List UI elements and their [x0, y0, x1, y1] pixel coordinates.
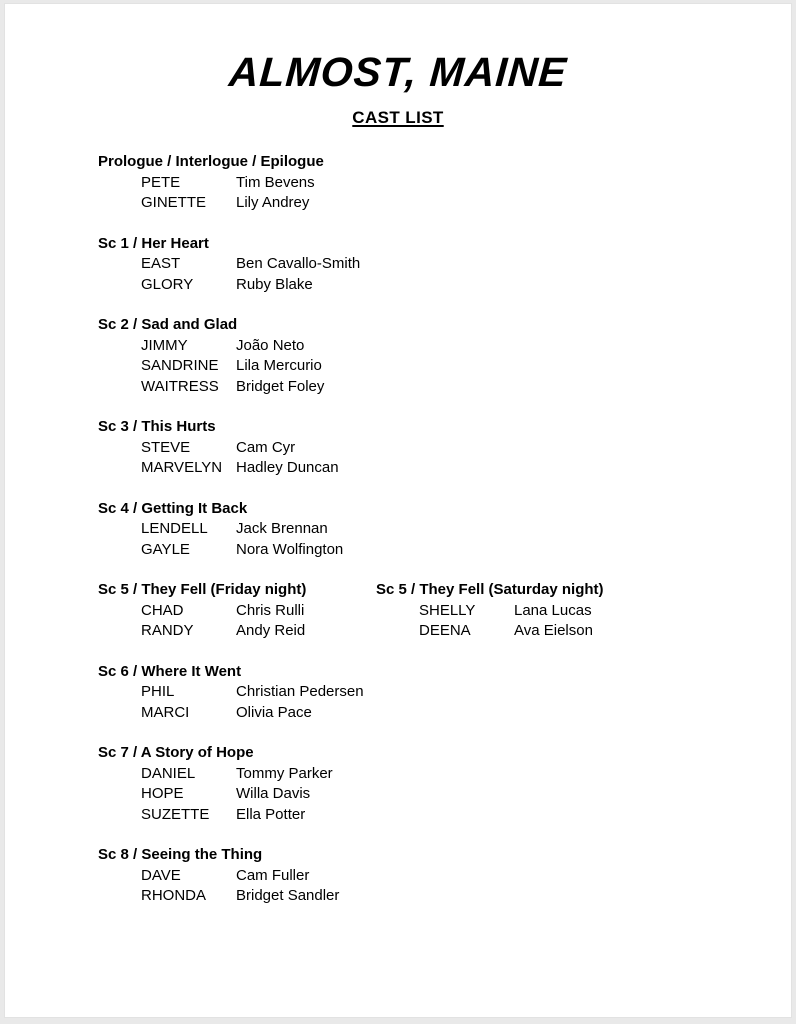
- section-heading: Sc 7 / A Story of Hope: [98, 744, 254, 762]
- cast-row: [98, 886, 791, 907]
- actor-name: Ben Cavallo-Smith: [236, 255, 361, 273]
- actor-name: Cam Fuller: [236, 866, 310, 884]
- section: [98, 315, 791, 397]
- role-name: GLORY: [141, 275, 194, 293]
- cast-row: [98, 784, 791, 805]
- actor-name: Christian Pedersen: [236, 683, 364, 701]
- cast-row: [376, 601, 604, 622]
- cast-row: [98, 458, 791, 479]
- role-name: HOPE: [141, 785, 184, 803]
- actor-name: Lily Andrey: [236, 194, 310, 212]
- cast-row: [98, 356, 791, 377]
- role-name: CHAD: [141, 601, 184, 619]
- section: [98, 845, 791, 907]
- section: [98, 580, 376, 642]
- actor-name: Ruby Blake: [236, 275, 313, 293]
- section: [98, 152, 791, 214]
- cast-row: [98, 866, 791, 887]
- cast-row: [98, 254, 791, 275]
- section-heading: Sc 5 / They Fell (Friday night): [98, 581, 307, 599]
- actor-name: Ella Potter: [236, 805, 306, 823]
- cast-row: [98, 438, 791, 459]
- actor-name: Cam Cyr: [236, 438, 296, 456]
- actor-name: Tim Bevens: [236, 173, 315, 191]
- section: [98, 417, 791, 479]
- section-heading: Sc 8 / Seeing the Thing: [98, 846, 263, 864]
- role-name: SANDRINE: [141, 357, 219, 375]
- cast-row: [376, 621, 604, 642]
- cast-row: [98, 275, 791, 296]
- section-heading: Prologue / Interlogue / Epilogue: [98, 153, 324, 171]
- section: [98, 234, 791, 296]
- role-name: EAST: [141, 255, 181, 273]
- role-name: RANDY: [141, 622, 194, 640]
- section-heading: Sc 6 / Where It Went: [98, 662, 242, 680]
- section-heading: Sc 2 / Sad and Glad: [98, 316, 238, 334]
- cast-row: [98, 764, 791, 785]
- role-name: GINETTE: [141, 194, 207, 212]
- cast-row: [98, 519, 791, 540]
- cast-row: [98, 193, 791, 214]
- cast-row: [98, 336, 791, 357]
- cast-list-subtitle: CAST LIST: [352, 108, 444, 128]
- role-name: STEVE: [141, 438, 191, 456]
- role-name: JIMMY: [141, 336, 188, 354]
- cast-row: [98, 173, 791, 194]
- section-heading: Sc 1 / Her Heart: [98, 234, 209, 252]
- actor-name: Hadley Duncan: [236, 459, 339, 477]
- section: [98, 499, 791, 561]
- cast-row: [98, 377, 791, 398]
- section-heading: Sc 3 / This Hurts: [98, 418, 216, 436]
- section: [98, 662, 791, 724]
- cast-row: [98, 601, 376, 622]
- page-title: ALMOST, MAINE: [227, 49, 569, 95]
- cast-row: [98, 540, 791, 561]
- section-heading: Sc 5 / They Fell (Saturday night): [376, 581, 604, 599]
- role-name: PETE: [141, 173, 181, 191]
- actor-name: Lila Mercurio: [236, 357, 322, 375]
- role-name: WAITRESS: [141, 377, 219, 395]
- actor-name: Tommy Parker: [236, 764, 333, 782]
- role-name: GAYLE: [141, 540, 190, 558]
- role-name: MARCI: [141, 703, 190, 721]
- actor-name: Bridget Foley: [236, 377, 325, 395]
- role-name: SUZETTE: [141, 805, 210, 823]
- section-pair-row: [98, 580, 791, 662]
- actor-name: João Neto: [236, 336, 305, 354]
- subtitle-wrap: [5, 108, 791, 128]
- role-name: DAVE: [141, 866, 181, 884]
- role-name: PHIL: [141, 683, 175, 701]
- cast-row: [98, 703, 791, 724]
- role-name: MARVELYN: [141, 459, 223, 477]
- role-name: SHELLY: [419, 601, 476, 619]
- actor-name: Bridget Sandler: [236, 887, 340, 905]
- actor-name: Andy Reid: [236, 622, 306, 640]
- cast-row: [98, 621, 376, 642]
- actor-name: Jack Brennan: [236, 520, 328, 538]
- actor-name: Olivia Pace: [236, 703, 312, 721]
- sections-container: [98, 152, 791, 907]
- role-name: LENDELL: [141, 520, 208, 538]
- actor-name: Willa Davis: [236, 785, 311, 803]
- actor-name: Ava Eielson: [514, 622, 593, 640]
- section-heading: Sc 4 / Getting It Back: [98, 499, 248, 517]
- cast-row: [98, 682, 791, 703]
- section: [98, 743, 791, 825]
- actor-name: Lana Lucas: [514, 601, 592, 619]
- role-name: DANIEL: [141, 764, 196, 782]
- actor-name: Nora Wolfington: [236, 540, 344, 558]
- role-name: RHONDA: [141, 887, 207, 905]
- section: [376, 580, 604, 642]
- actor-name: Chris Rulli: [236, 601, 305, 619]
- cast-row: [98, 805, 791, 826]
- role-name: DEENA: [419, 622, 471, 640]
- document-page: [4, 3, 792, 1018]
